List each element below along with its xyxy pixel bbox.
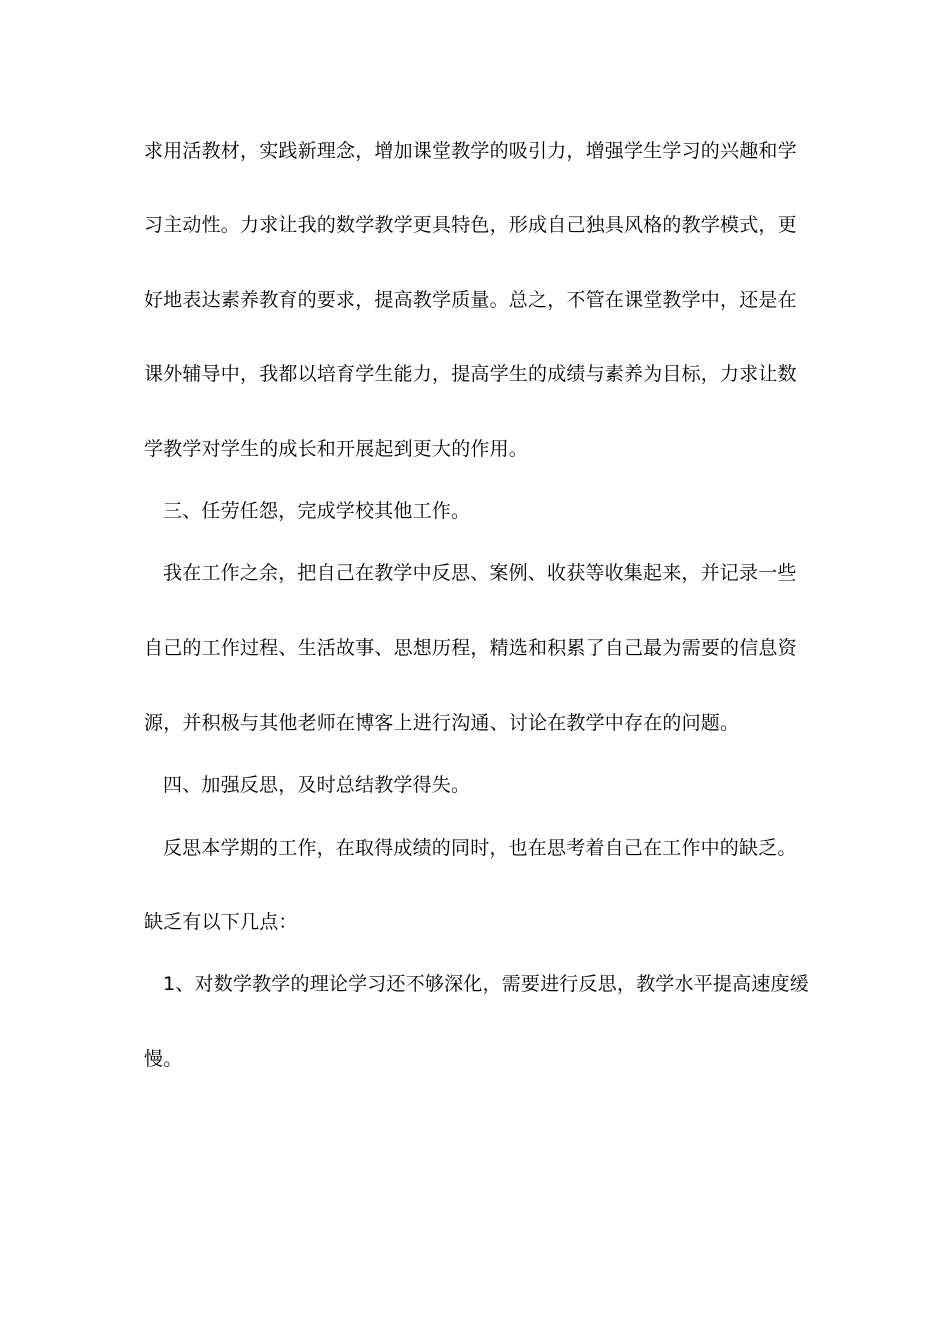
list-item-1: 1、对数学教学的理论学习还不够深化，需要进行反思，教学水平提高速度缓	[163, 973, 809, 995]
paragraph-line: 自己的工作过程、生活故事、思想历程，精选和积累了自己最为需要的信息资	[144, 637, 797, 659]
section-heading-3: 三、任劳任怨，完成学校其他工作。	[163, 500, 471, 522]
paragraph-line: 缺乏有以下几点：	[144, 911, 298, 933]
paragraph-line: 求用活教材，实践新理念，增加课堂教学的吸引力，增强学生学习的兴趣和学	[144, 140, 797, 162]
paragraph-line: 习主动性。力求让我的数学教学更具特色，形成自己独具风格的教学模式，更	[144, 214, 797, 236]
paragraph-line: 反思本学期的工作，在取得成绩的同时，也在思考着自己在工作中的缺乏。	[163, 837, 797, 859]
paragraph-line: 慢。	[144, 1048, 183, 1070]
section-heading-4: 四、加强反思，及时总结教学得失。	[163, 774, 471, 796]
paragraph-line: 学教学对学生的成长和开展起到更大的作用。	[144, 438, 529, 460]
paragraph-line: 课外辅导中，我都以培育学生能力，提高学生的成绩与素养为目标，力求让数	[144, 363, 797, 385]
paragraph-line: 源，并积极与其他老师在博客上进行沟通、讨论在教学中存在的问题。	[144, 712, 740, 734]
paragraph-line: 好地表达素养教育的要求，提高教学质量。总之，不管在课堂教学中，还是在	[144, 289, 797, 311]
paragraph-line: 我在工作之余，把自己在教学中反思、案例、收获等收集起来，并记录一些	[163, 562, 797, 584]
